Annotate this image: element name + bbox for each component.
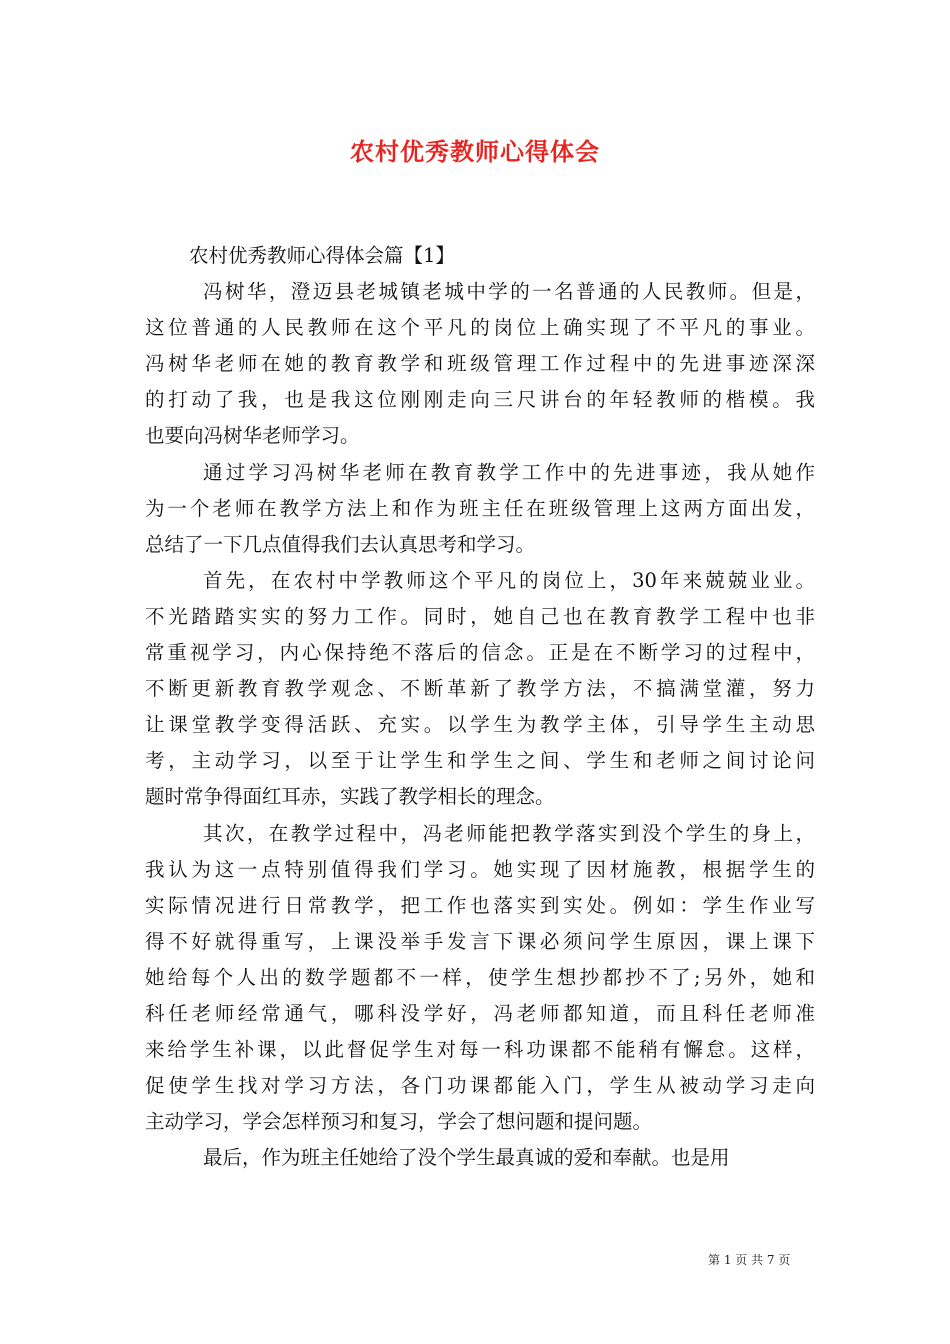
- text-line: 其次，在教学过程中，冯老师能把教学落实到没个学生的身上，: [203, 821, 815, 845]
- text-line: 首先，在农村中学教师这个平凡的岗位上，30年来兢兢业业。: [203, 568, 815, 592]
- page-number-footer: 第 1 页 共 7 页: [708, 1253, 791, 1267]
- text-line: 冯树华老师在她的教育教学和班级管理工作过程中的先进事迹深深: [145, 352, 815, 376]
- text-line: 冯树华，澄迈县老城镇老城中学的一名普通的人民教师。但是，: [203, 280, 815, 304]
- text-line: 科任老师经常通气，哪科没学好，冯老师都知道，而且科任老师准: [145, 1001, 815, 1025]
- text-line: 让课堂教学变得活跃、充实。以学生为教学主体，引导学生主动思: [145, 713, 815, 737]
- text-line: 我认为这一点特别值得我们学习。她实现了因材施教，根据学生的: [145, 857, 815, 881]
- text-line: 来给学生补课，以此督促学生对每一科功课都不能稍有懈怠。这样，: [145, 1038, 815, 1062]
- text-line: 不光踏踏实实的努力工作。同时，她自己也在教育教学工程中也非: [145, 604, 815, 628]
- section-heading: 农村优秀教师心得体会篇【1】: [189, 244, 455, 267]
- text-line: 考，主动学习，以至于让学生和学生之间、学生和老师之间讨论问: [145, 749, 815, 773]
- text-line: 通过学习冯树华老师在教育教学工作中的先进事迹，我从她作: [203, 460, 815, 484]
- text-line: 也要向冯树华老师学习。: [145, 424, 360, 448]
- text-line: 她给每个人出的数学题都不一样，使学生想抄都抄不了;另外，她和: [145, 965, 815, 989]
- text-line: 总结了一下几点值得我们去认真思考和学习。: [145, 532, 536, 556]
- text-line: 不断更新教育教学观念、不断革新了教学方法，不搞满堂灌，努力: [145, 677, 815, 701]
- text-line: 主动学习，学会怎样预习和复习，学会了想问题和提问题。: [145, 1110, 653, 1134]
- text-line: 的打动了我，也是我这位刚刚走向三尺讲台的年轻教师的楷模。我: [145, 388, 815, 412]
- text-line: 题时常争得面红耳赤，实践了教学相长的理念。: [145, 785, 555, 809]
- document-title: 农村优秀教师心得体会: [350, 137, 600, 166]
- text-line: 常重视学习，内心保持绝不落后的信念。正是在不断学习的过程中，: [145, 641, 815, 665]
- text-line: 这位普通的人民教师在这个平凡的岗位上确实现了不平凡的事业。: [145, 316, 815, 340]
- text-line: 促使学生找对学习方法，各门功课都能入门，学生从被动学习走向: [145, 1074, 815, 1098]
- text-line: 为一个老师在教学方法上和作为班主任在班级管理上这两方面出发，: [145, 496, 815, 520]
- text-line: 最后，作为班主任她给了没个学生最真诚的爱和奉献。也是用: [203, 1146, 730, 1170]
- document-body: [145, 238, 815, 1176]
- text-line: 实际情况进行日常教学，把工作也落实到实处。例如：学生作业写: [145, 893, 815, 917]
- text-line: 得不好就得重写，上课没举手发言下课必须问学生原因，课上课下: [145, 929, 815, 953]
